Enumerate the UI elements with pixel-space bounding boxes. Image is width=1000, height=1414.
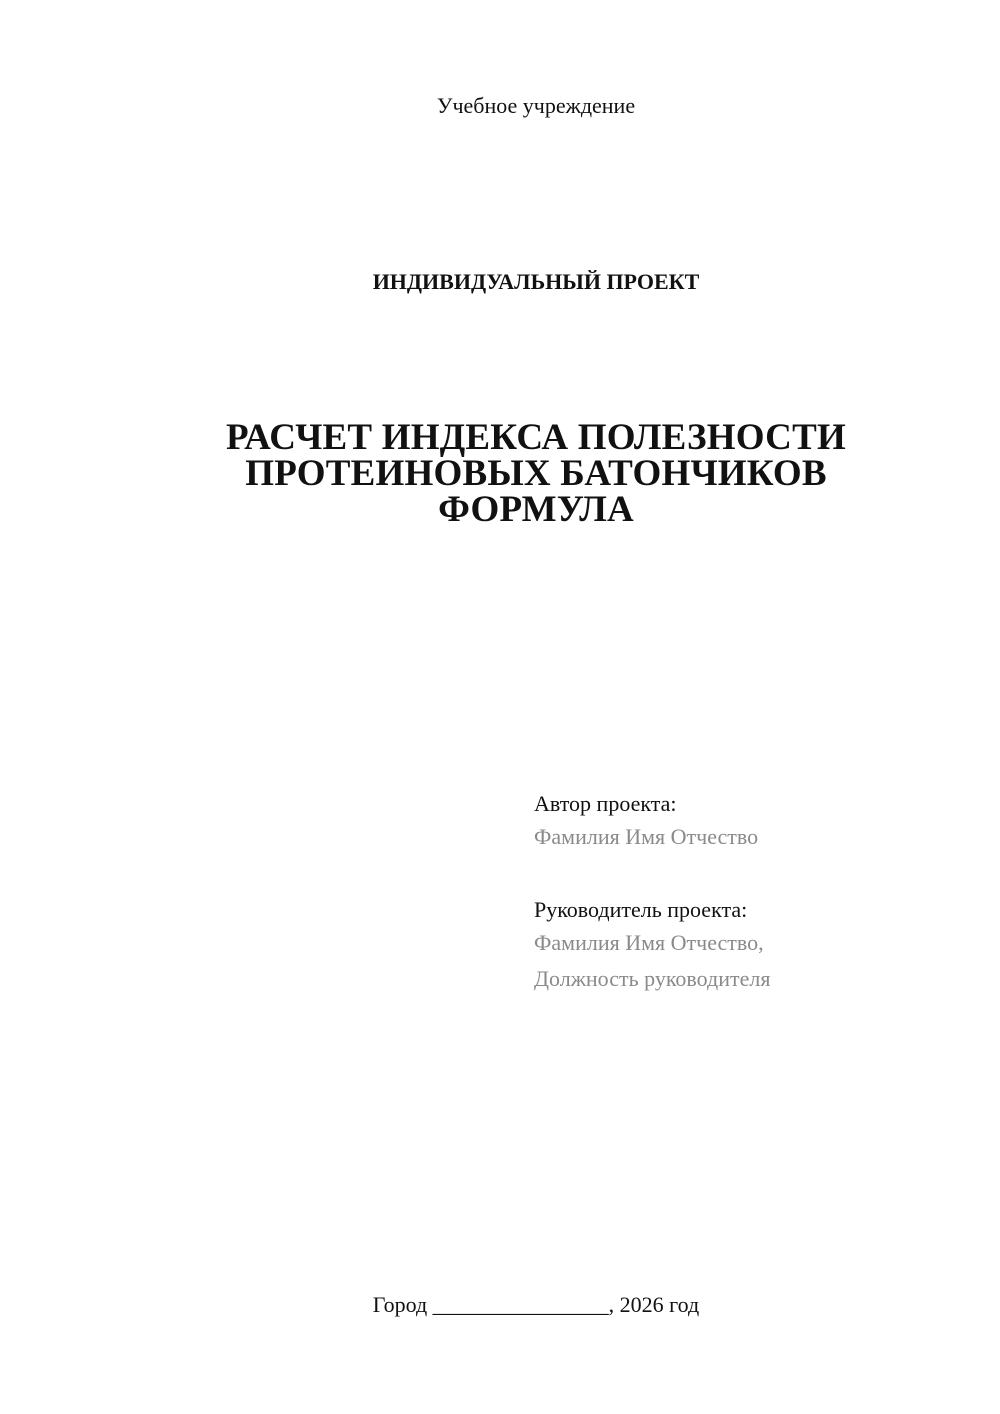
supervisor-block xyxy=(534,895,974,997)
project-title-line: ПРОТЕИНОВЫХ БАТОНЧИКОВ xyxy=(245,453,827,494)
project-title xyxy=(0,417,1000,530)
project-type: ИНДИВИДУАЛЬНЫЙ ПРОЕКТ xyxy=(372,269,700,294)
author-name: Фамилия Имя Отчество xyxy=(534,824,759,849)
project-title-line: ФОРМУЛА xyxy=(438,489,634,530)
institution-name: Учебное учреждение xyxy=(436,93,636,118)
city-year-footer: Город ________________, 2026 год xyxy=(372,1292,700,1317)
supervisor-label: Руководитель проекта: xyxy=(534,897,748,922)
supervisor-name: Фамилия Имя Отчество, xyxy=(534,930,764,955)
project-title-line: РАСЧЕТ ИНДЕКСА ПОЛЕЗНОСТИ xyxy=(226,417,846,458)
author-block xyxy=(534,789,974,855)
supervisor-position: Должность руководителя xyxy=(534,966,771,991)
author-label: Автор проекта: xyxy=(534,791,677,816)
